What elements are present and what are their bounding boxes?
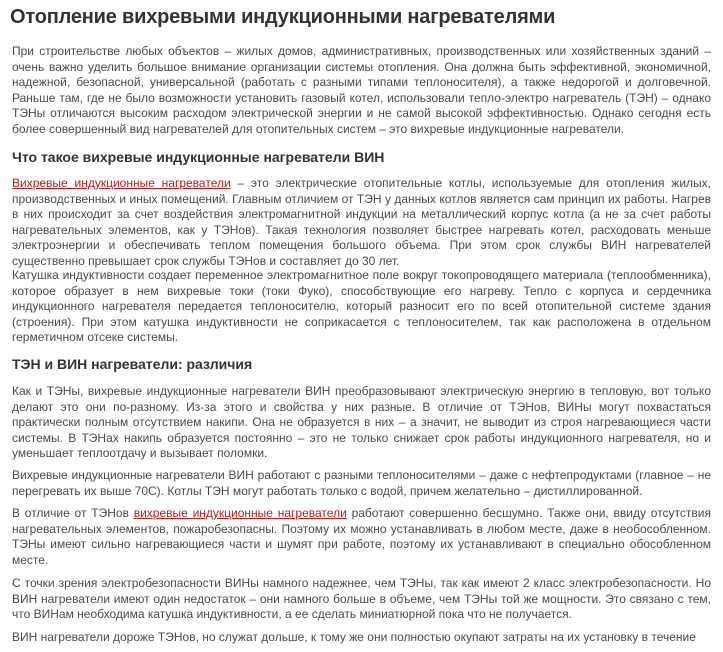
- section2-paragraph-1: Как и ТЭНы, вихревые индукционные нагреватели ВИН преобразовывают электрическую энергию в тепловую, вот только делают это они по-разному. Из-за этого и свойства у них разные. В отличие от ТЭНов, ВИНы могут похвастаться практически полным отсутствием накипи. Она не образуется в них – а значит, не выводит из строя нагревающиеся части системы. В ТЭНах накипь образуется постоянно – это не только снижает срок работы индукционного нагревателя, но и уменьшает теплоотдачу и вызывает поломки.: [12, 384, 711, 460]
- intro-paragraph: При строительстве любых объектов – жилых домов, административных, производственных или хозяйственных зданий – очень важно уделить большое внимание организации системы отопления. Она должна быть эффективной, экономичной, надежной, безопасной, универсальной (работать с разными типами теплоносителя), а также недорогой и долговечной. Раньше там, где не было возможности установить газовый котел, использовали тепло-электро нагреватель (ТЭН) – однако ТЭНы отличаются высоким расходом электрической энергии и не самой высокой эффективностью. Однако сегодня есть более совершенный вид нагревателей для отопительных систем – это вихревые индукционные нагреватели.: [12, 44, 711, 136]
- section2-paragraph-4: С точки зрения электробезопасности ВИНы намного надежнее, чем ТЭНы, так как имеют 2 класс электробезопасности. Но ВИН нагреватели имеют один недостаток – они намного больше в объеме, чем ТЭНы той же мощности. Это связано с тем, что ВИНам необходима катушка индуктивности, а ее сделать миниатюрной пока что не получается.: [12, 576, 711, 621]
- section2-paragraph-3-pre: В отличие от ТЭНов: [12, 506, 134, 520]
- page-title: Отопление вихревыми индукционными нагревателями: [10, 6, 556, 28]
- section1-paragraph-1-text: – это электрические отопительные котлы, используемые для отопления жилых, производственных и иных помещений. Главным отличием от ТЭН у данных котлов является сам принцип их работы. Нагрев в них происходит за счет воздействия электромагнитной индукции на металлический корпус котла (а не за счет работы нагревательных элементов, как у ТЭНов). Такая технология позволяет быстрее нагревать котел, расходовать меньше электроэнергии и обеспечивать теплом помещения большого объема. При этом срок службы ВИН нагревателей существенно превышает срок службы ТЭНов и составляет до 30 лет.: [12, 176, 711, 268]
- section2-paragraph-2: Вихревые индукционные нагреватели ВИН работают с разными теплоносителями – даже с нефтепродуктами (главное – не перегревать их выше 70С). Котлы ТЭН могут работать только с водой, причем желательно – дистиллированной.: [12, 468, 711, 498]
- section2-paragraph-3: [12, 506, 711, 568]
- section2-paragraph-5: ВИН нагреватели дороже ТЭНов, но служат дольше, к тому же они полностью окупают затраты на их установку в течение: [12, 630, 696, 644]
- section-heading-what-is-vin: Что такое вихревые индукционные нагреватели ВИН: [12, 149, 385, 165]
- vortex-heaters-link[interactable]: Вихревые индукционные нагреватели: [12, 176, 231, 190]
- section1-paragraph-1: [12, 176, 711, 269]
- section1-paragraph-2: Катушка индуктивности создает переменное электромагнитное поле вокруг токопроводящего материала (теплообменника), которое образует в нем вихревые токи (токи Фуко), способствующие его нагреву. Тепло с корпуса и сердечника индукционного нагревателя передается теплоносителю, который разносит его по всей отопительной системе здания (строения). При этом катушка индуктивности не соприкасается с теплоносителем, так как расположена в отдельном герметичном отсеке системы.: [12, 268, 711, 344]
- section2-paragraph-3-post: работают совершенно бесшумно. Также они, ввиду отсутствия нагревательных элементов, пожаробезопасны. Поэтому их можно устанавливать в любом месте, даже в необособленном. ТЭНы имеют сильно нагревающиеся части и шумят при работе, поэтому их устанавливают в специально обособленном месте.: [12, 506, 711, 567]
- vortex-heaters-link-2[interactable]: вихревые индукционные нагреватели: [133, 506, 347, 520]
- section-heading-differences: ТЭН и ВИН нагреватели: различия: [12, 356, 253, 372]
